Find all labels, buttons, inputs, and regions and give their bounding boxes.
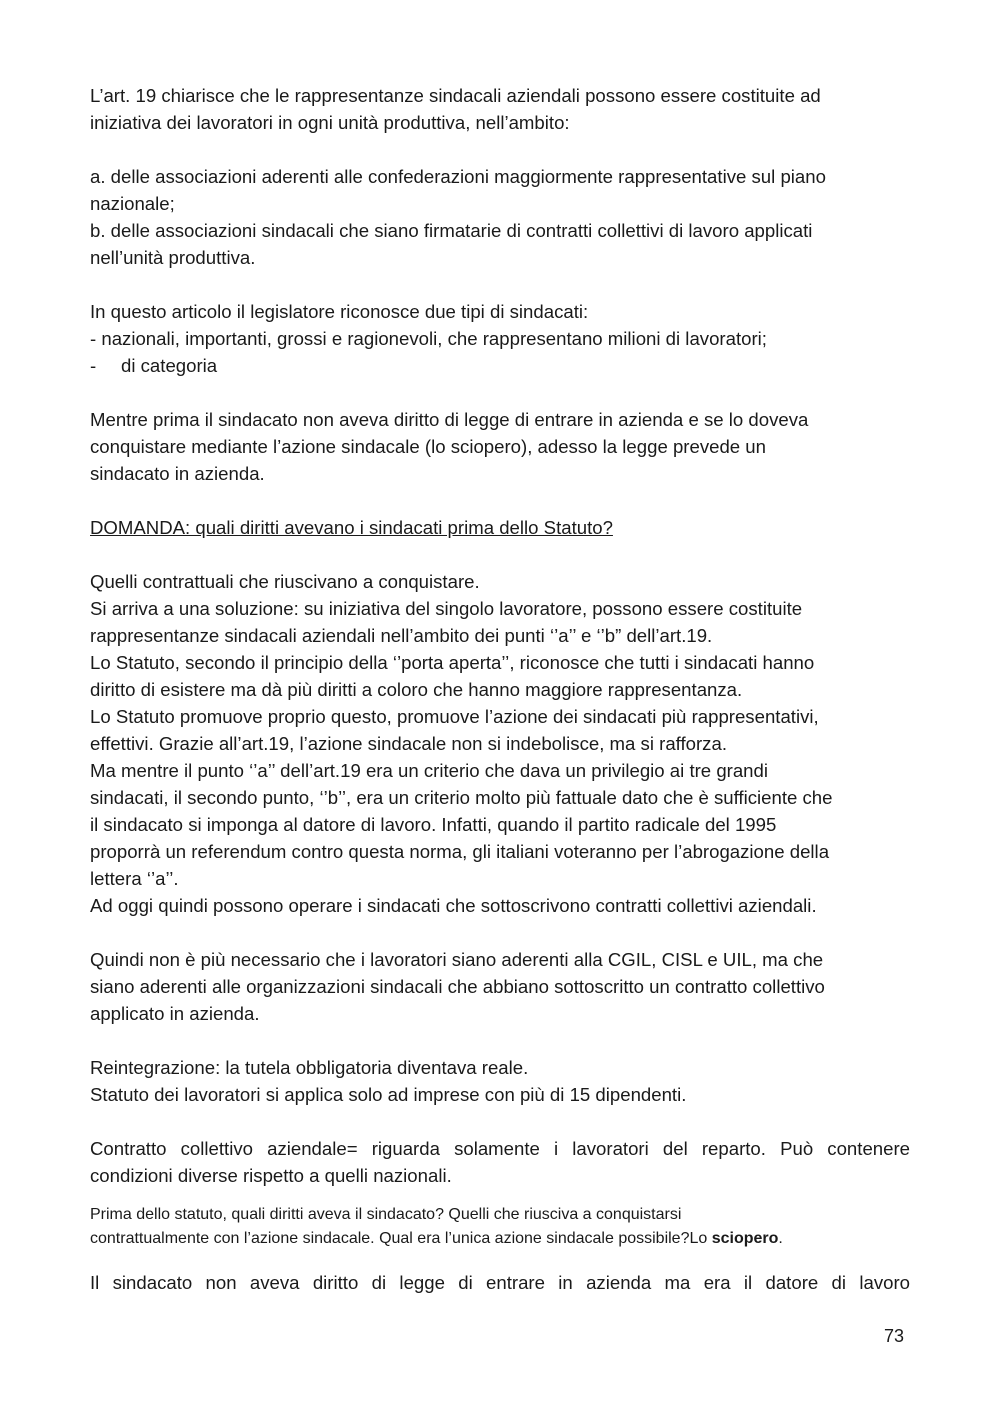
text-line: effettivi. Grazie all’art.19, l’azione sindacale non si indebolisce, ma si rafforza. [90, 733, 727, 754]
paragraph-prima-statuto-small [90, 1203, 910, 1251]
text-line: diritto di esistere ma dà più diritti a coloro che hanno maggiore rappresentanza. [90, 679, 743, 700]
text-line: Statuto dei lavoratori si applica solo ad imprese con più di 15 dipendenti. [90, 1084, 687, 1105]
text-line: Quindi non è più necessario che i lavoratori siano aderenti alla CGIL, CISL e UIL, ma che [90, 949, 824, 970]
paragraph-contratto-aziendale [90, 1135, 910, 1189]
text-line: Contratto collettivo aziendale= riguarda solamente i lavoratori del reparto. Può contenere [90, 1138, 910, 1159]
text-line: Ad oggi quindi possono operare i sindacati che sottoscrivono contratti collettivi aziendali. [90, 895, 817, 916]
text-line: - nazionali, importanti, grossi e ragionevoli, che rappresentano milioni di lavoratori; [90, 328, 767, 349]
paragraph-sindacati-types [90, 298, 910, 379]
text-segment: . [778, 1230, 783, 1247]
text-line: a. delle associazioni aderenti alle confederazioni maggiormente rappresentative sul piano [90, 166, 826, 187]
text-line: rappresentanze sindacali aziendali nell’ambito dei punti ‘’a’’ e ‘’b” dell’art.19. [90, 625, 713, 646]
text-line: Prima dello statuto, quali diritti aveva il sindacato? Quelli che riusciva a conquistarsi [90, 1206, 682, 1223]
text-line: siano aderenti alle organizzazioni sindacali che abbiano sottoscritto un contratto collettivo [90, 976, 825, 997]
question-heading: DOMANDA: quali diritti avevano i sindacati prima dello Statuto? [90, 517, 613, 538]
paragraph-reintegrazione [90, 1054, 910, 1108]
text-line: condizioni diverse rispetto a quelli nazionali. [90, 1165, 452, 1186]
paragraph-final-line: Il sindacato non aveva diritto di legge di entrare in azienda ma era il datore di lavoro [90, 1272, 910, 1293]
dash-marker: - [90, 355, 97, 376]
text-line: proporrà un referendum contro questa norma, gli italiani voteranno per l’abrogazione della [90, 841, 830, 862]
paragraph-cgil-cisl-uil [90, 946, 910, 1027]
text-line: Lo Statuto, secondo il principio della ‘’porta aperta’’, riconosce che tutti i sindacati hanno [90, 652, 815, 673]
list-item [90, 352, 910, 379]
text-line: nell’unità produttiva. [90, 247, 256, 268]
text-line: sindacato in azienda. [90, 463, 265, 484]
text-line: L’art. 19 chiarisce che le rappresentanze sindacali aziendali possono essere costituite ad [90, 85, 821, 106]
text-line: nazionale; [90, 193, 175, 214]
text-line: iniziativa dei lavoratori in ogni unità produttiva, nell’ambito: [90, 112, 570, 133]
text-line: Lo Statuto promuove proprio questo, promuove l’azione dei sindacati più rappresentativi, [90, 706, 819, 727]
text-line: lettera ‘’a’’. [90, 868, 179, 889]
text-line: applicato in azienda. [90, 1003, 260, 1024]
text-line: Si arriva a una soluzione: su iniziativa del singolo lavoratore, possono essere costituite [90, 598, 803, 619]
text-line: Reintegrazione: la tutela obbligatoria diventava reale. [90, 1057, 529, 1078]
text-line: In questo articolo il legislatore riconosce due tipi di sindacati: [90, 301, 589, 322]
paragraph-art19-intro [90, 82, 910, 136]
text-line: b. delle associazioni sindacali che siano firmatarie di contratti collettivi di lavoro applicati [90, 220, 813, 241]
text-segment: contrattualmente con l’azione sindacale. Qual era l’unica azione sindacale possibile?Lo [90, 1230, 712, 1247]
text-line: conquistare mediante l’azione sindacale (lo sciopero), adesso la legge prevede un [90, 436, 766, 457]
bold-keyword: sciopero [711, 1230, 779, 1247]
text-line: Ma mentre il punto ‘’a’’ dell’art.19 era un criterio che dava un privilegio ai tre grandi [90, 760, 768, 781]
paragraph-art19-points [90, 163, 910, 271]
paragraph-prima-sindacato [90, 406, 910, 487]
text-line: il sindacato si imponga al datore di lavoro. Infatti, quando il partito radicale del 1995 [90, 814, 777, 835]
paragraph-answer [90, 568, 910, 919]
list-item-text: di categoria [121, 355, 218, 376]
text-line: Quelli contrattuali che riuscivano a conquistare. [90, 571, 480, 592]
text-line: Mentre prima il sindacato non aveva diritto di legge di entrare in azienda e se lo doveva [90, 409, 809, 430]
document-page [90, 82, 910, 1296]
text-line: sindacati, il secondo punto, ‘’b’’, era un criterio molto più fattuale dato che è sufficiente che [90, 787, 833, 808]
page-number: 73 [883, 1326, 904, 1346]
text-line [90, 1227, 910, 1251]
